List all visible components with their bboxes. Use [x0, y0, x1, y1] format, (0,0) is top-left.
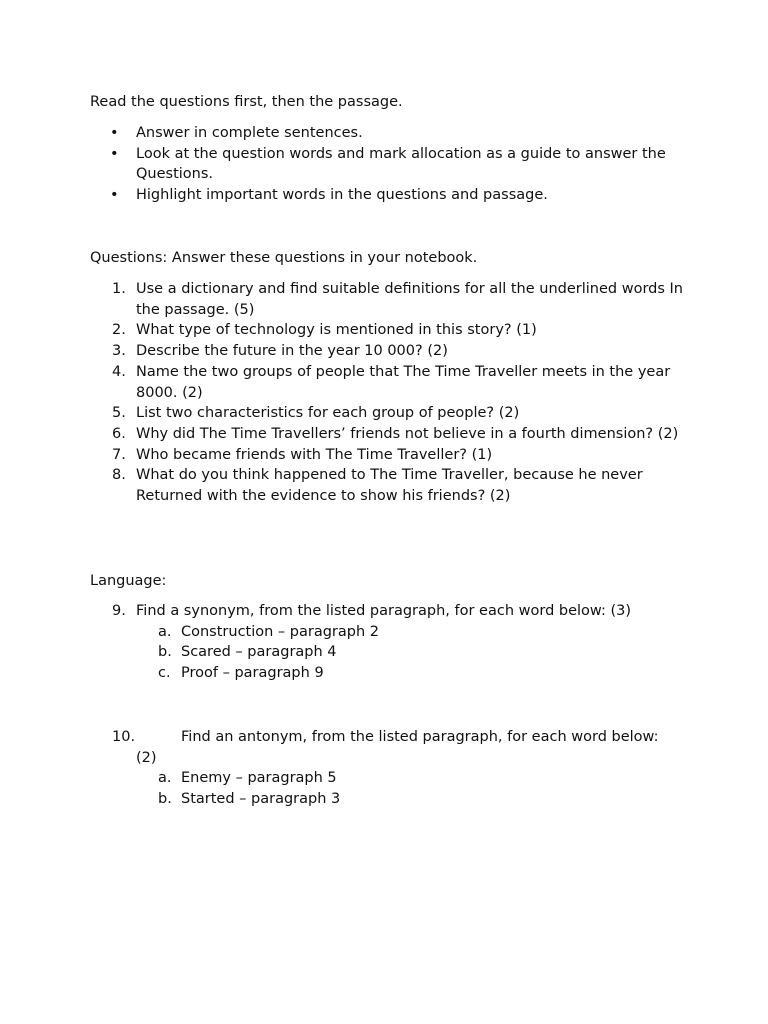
language-heading: Language: [90, 573, 167, 589]
question-number: 5. [112, 405, 126, 422]
question-item [90, 403, 690, 424]
question-text: Use a dictionary and find suitable definitions for all the underlined words In the passage. (5) [136, 281, 683, 318]
questions-heading: Questions: Answer these questions in your notebook. [90, 250, 478, 266]
question-number: 1. [112, 281, 126, 297]
language-question-10 [90, 727, 690, 810]
bullet-icon: • [110, 145, 119, 162]
sub-item-list [90, 768, 690, 809]
sub-item-text: Construction – paragraph 2 [181, 623, 380, 640]
sub-item [136, 768, 690, 789]
question-item [90, 320, 690, 341]
sub-item-text: Proof – paragraph 9 [181, 665, 324, 682]
intro-text: Read the questions first, then the passage. [90, 94, 403, 110]
sub-item-text: Scared – paragraph 4 [181, 644, 337, 661]
question-text: Find an antonym, from the listed paragraph, for each word below: [181, 729, 659, 745]
sub-item-letter: a. [158, 770, 172, 787]
question-number: 7. [112, 446, 126, 463]
question-number: 8. [112, 467, 126, 484]
language-question-9 [90, 601, 690, 684]
sub-item-text: Started – paragraph 3 [181, 791, 341, 808]
sub-item-letter: a. [158, 623, 172, 640]
question-item [90, 362, 690, 403]
question-text: What do you think happened to The Time Traveller, because he never Returned with the evidence to show his friends? (2) [136, 467, 643, 505]
question-text: Name the two groups of people that The Time Traveller meets in the year 8000. (2) [136, 363, 671, 401]
sub-item [136, 622, 690, 643]
question-item [90, 341, 690, 362]
question-number: 2. [112, 322, 126, 339]
question-text: What type of technology is mentioned in this story? (1) [136, 322, 537, 339]
question-item [90, 445, 690, 466]
questions-list [90, 279, 690, 507]
question-item [90, 601, 690, 684]
sub-item-letter: c. [158, 665, 171, 682]
sub-item [136, 642, 690, 663]
question-number: 9. [112, 603, 126, 619]
sub-item-letter: b. [158, 644, 172, 661]
instruction-item: • Look at the question words and mark allocation as a guide to answer the Questions. [110, 145, 666, 183]
sub-item-list [136, 622, 690, 684]
sub-item [136, 789, 690, 810]
question-text: Who became friends with The Time Traveller? (1) [136, 446, 493, 463]
sub-item [136, 663, 690, 684]
question-item [90, 424, 690, 445]
question-text: List two characteristics for each group of people? (2) [136, 405, 520, 422]
question-marks: (2) [136, 749, 157, 766]
question-number: 6. [112, 425, 126, 442]
instruction-item: • Answer in complete sentences. [90, 123, 690, 144]
question-text: Describe the future in the year 10 000? (2) [136, 343, 448, 360]
question-text: Why did The Time Travellers’ friends not believe in a fourth dimension? (2) [136, 425, 679, 442]
question-number: 4. [112, 363, 126, 380]
bullet-icon: • [110, 187, 119, 204]
question-item [90, 279, 690, 320]
sub-item-text: Enemy – paragraph 5 [181, 770, 337, 787]
question-number: 10. [112, 729, 136, 745]
sub-item-letter: b. [158, 791, 172, 808]
question-item [90, 465, 690, 506]
instructions-list [90, 123, 690, 206]
question-number: 3. [112, 343, 126, 360]
bullet-icon: • [110, 125, 119, 141]
question-text: Find a synonym, from the listed paragraph, for each word below: (3) [136, 603, 632, 619]
instruction-item: • Highlight important words in the questions and passage. [90, 185, 690, 206]
